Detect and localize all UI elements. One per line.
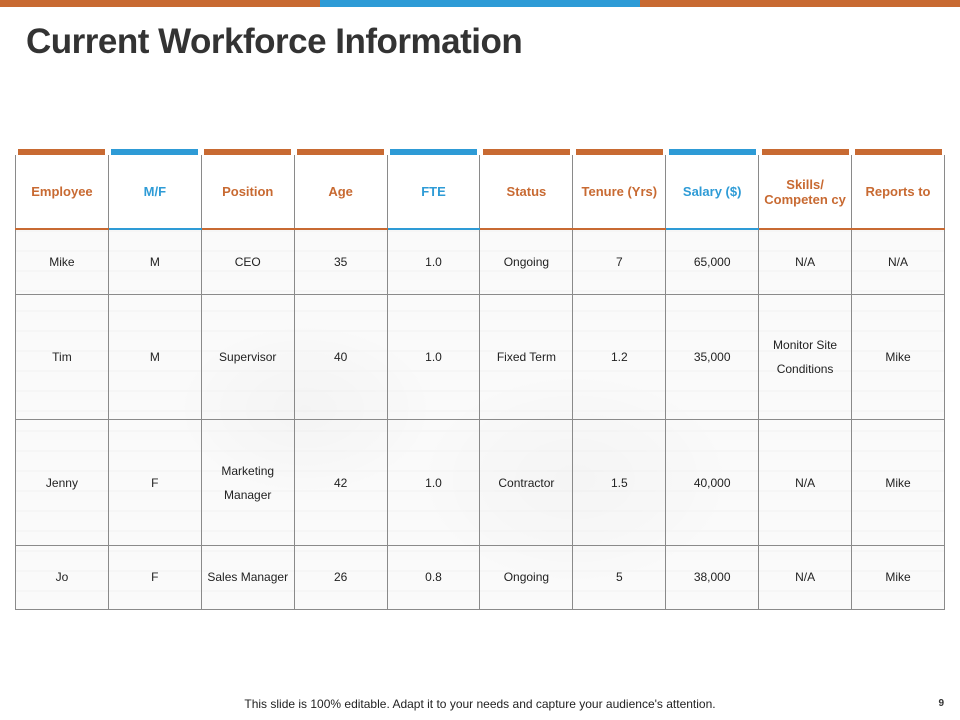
cell-status: Fixed Term [480,294,573,420]
top-accent-bar [0,0,960,7]
cell-fte: 0.8 [387,545,480,609]
cell-tenure: 1.5 [573,420,666,546]
cell-gender: M [108,229,201,294]
column-header-gender: M/F [108,155,201,229]
column-header-tenure: Tenure (Yrs) [573,155,666,229]
cell-skills: N/A [759,229,852,294]
cell-tenure: 1.2 [573,294,666,420]
cell-reports-to: Mike [852,420,945,546]
cell-status: Ongoing [480,229,573,294]
column-header-reports-to: Reports to [852,155,945,229]
column-header-skills: Skills/ Competen cy [759,155,852,229]
table-row [16,420,945,546]
cell-reports-to: Mike [852,294,945,420]
cell-tenure: 7 [573,229,666,294]
cell-gender: F [108,420,201,546]
column-header-position: Position [201,155,294,229]
cell-status: Contractor [480,420,573,546]
cell-status: Ongoing [480,545,573,609]
slide-footer-note: This slide is 100% editable. Adapt it to your needs and capture your audience's attention. [244,697,716,711]
cell-salary: 35,000 [666,294,759,420]
cell-salary: 38,000 [666,545,759,609]
cell-age: 26 [294,545,387,609]
table-row [16,545,945,609]
top-accent-segment [0,0,320,7]
cell-position: CEO [201,229,294,294]
column-header-age: Age [294,155,387,229]
table-row [16,229,945,294]
cell-position: Supervisor [201,294,294,420]
top-accent-segment [320,0,640,7]
cell-skills: N/A [759,420,852,546]
column-header-status: Status [480,155,573,229]
cell-skills: Monitor Site Conditions [759,294,852,420]
cell-skills: N/A [759,545,852,609]
cell-reports-to: Mike [852,545,945,609]
cell-position: Sales Manager [201,545,294,609]
cell-employee: Mike [16,229,109,294]
cell-position: Marketing Manager [201,420,294,546]
cell-fte: 1.0 [387,229,480,294]
workforce-table-container [15,155,945,610]
page-number: 9 [938,698,944,709]
cell-reports-to: N/A [852,229,945,294]
cell-salary: 40,000 [666,420,759,546]
cell-gender: F [108,545,201,609]
cell-salary: 65,000 [666,229,759,294]
cell-employee: Jo [16,545,109,609]
column-header-employee: Employee [16,155,109,229]
column-header-fte: FTE [387,155,480,229]
column-header-salary: Salary ($) [666,155,759,229]
cell-employee: Jenny [16,420,109,546]
table-row [16,294,945,420]
top-accent-segment [640,0,960,7]
cell-fte: 1.0 [387,294,480,420]
cell-age: 42 [294,420,387,546]
cell-employee: Tim [16,294,109,420]
cell-age: 40 [294,294,387,420]
cell-fte: 1.0 [387,420,480,546]
cell-gender: M [108,294,201,420]
workforce-table [15,155,945,610]
slide-title: Current Workforce Information [26,22,523,61]
cell-age: 35 [294,229,387,294]
table-header-row [16,155,945,229]
cell-tenure: 5 [573,545,666,609]
